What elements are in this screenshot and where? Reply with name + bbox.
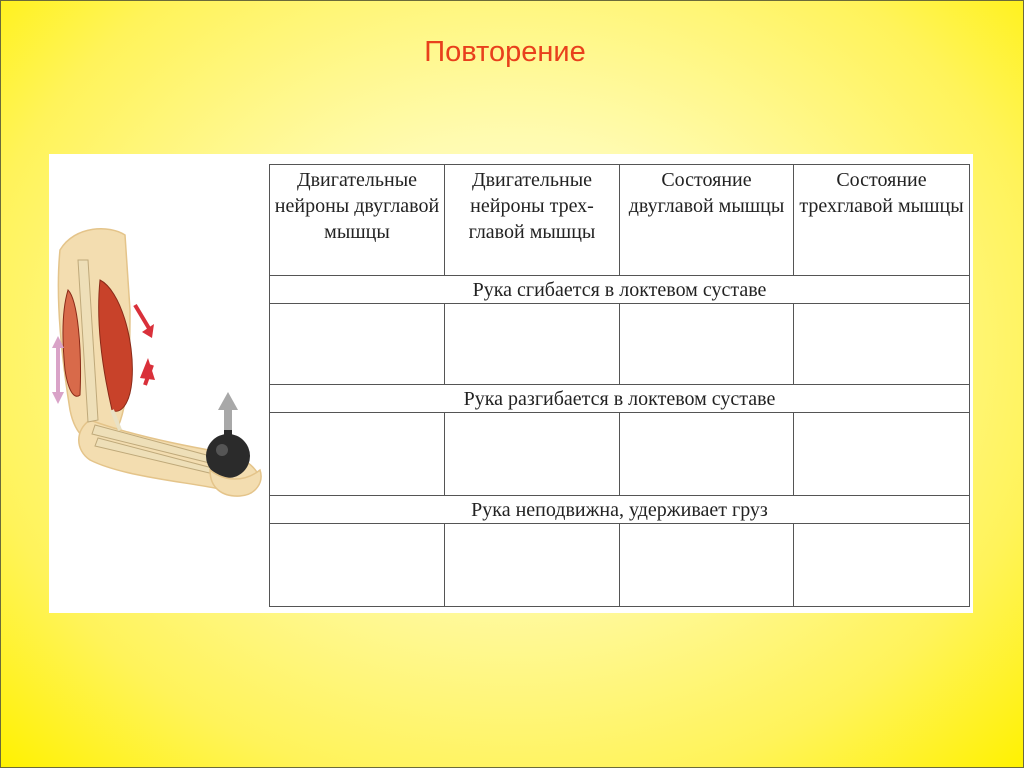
answer-cell[interactable] (270, 524, 445, 607)
flexed-arm-with-weight-icon (50, 220, 265, 500)
section-caption-row (270, 276, 970, 304)
physiology-table (269, 164, 970, 607)
answer-cell[interactable] (794, 413, 970, 496)
answer-cell[interactable] (794, 524, 970, 607)
header-triceps-neurons: Двигательные нейроны трех-главой мышцы (445, 165, 620, 276)
header-biceps-neurons: Двигательные нейроны двуглавой мышцы (270, 165, 445, 276)
answer-cell[interactable] (794, 304, 970, 385)
header-biceps-state: Состояние двуглавой мышцы (620, 165, 794, 276)
header-row (270, 165, 970, 276)
section-caption-static: Рука неподвижна, удерживает груз (270, 496, 970, 524)
table-row (270, 304, 970, 385)
section-caption-extension: Рука разгибается в локтевом суставе (270, 385, 970, 413)
answer-cell[interactable] (270, 413, 445, 496)
table-row (270, 413, 970, 496)
answer-cell[interactable] (620, 304, 794, 385)
section-caption-flexion: Рука сгибается в локтевом суставе (270, 276, 970, 304)
section-caption-row (270, 385, 970, 413)
answer-cell[interactable] (620, 524, 794, 607)
slide-title: Повторение (424, 36, 586, 68)
table-row (270, 524, 970, 607)
answer-cell[interactable] (445, 304, 620, 385)
header-triceps-state: Состояние трехглавой мышцы (794, 165, 970, 276)
answer-cell[interactable] (270, 304, 445, 385)
answer-cell[interactable] (445, 413, 620, 496)
section-caption-row (270, 496, 970, 524)
answer-cell[interactable] (445, 524, 620, 607)
answer-cell[interactable] (620, 413, 794, 496)
